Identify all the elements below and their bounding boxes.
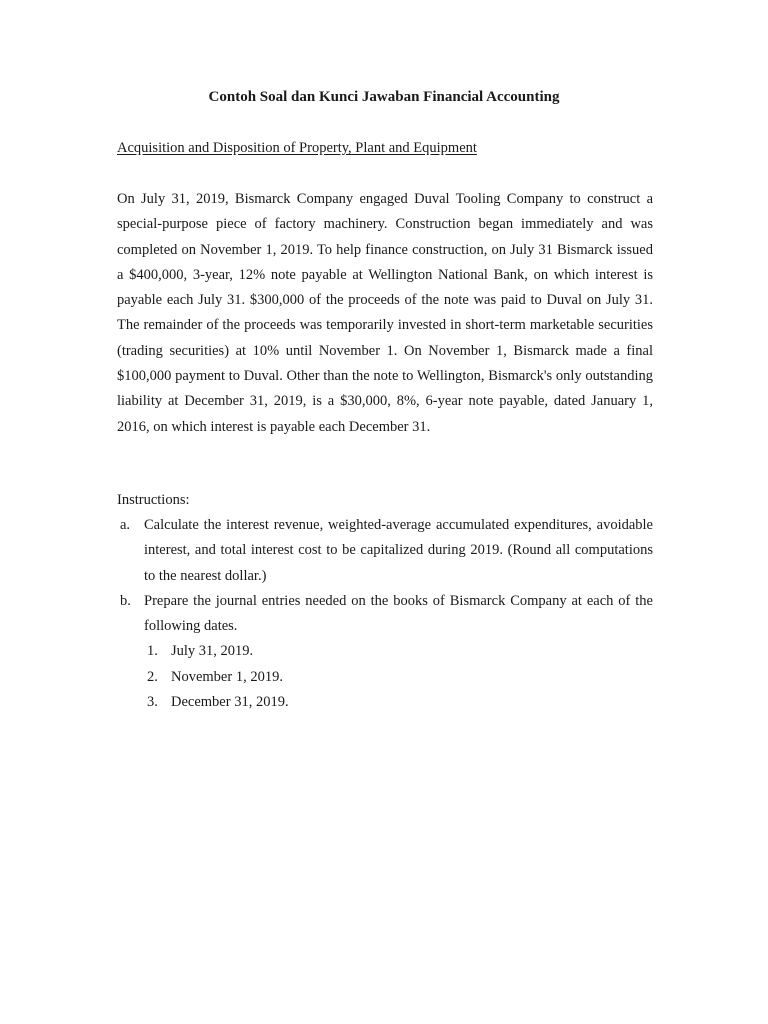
instruction-item-b xyxy=(117,589,653,715)
date-text: July 31, 2019. xyxy=(171,643,254,660)
date-marker: 3. xyxy=(147,694,158,711)
instruction-text: Prepare the journal entries needed on the books of Bismarck Company at each of the following dates. xyxy=(144,592,653,635)
date-text: November 1, 2019. xyxy=(171,668,283,685)
instructions-label: Instructions: xyxy=(117,492,190,508)
document-title: Contoh Soal dan Kunci Jawaban Financial Accounting xyxy=(208,89,560,105)
instruction-text: Calculate the interest revenue, weighted-average accumulated expenditures, avoidable interest, and total interest cost to be capitalized during 2019. (Round all computations to the nearest dollar.) xyxy=(144,517,653,584)
date-item xyxy=(144,639,653,664)
instruction-marker: b. xyxy=(120,592,131,609)
date-text: December 31, 2019. xyxy=(171,694,289,711)
section-heading: Acquisition and Disposition of Property, Plant and Equipment xyxy=(117,140,477,156)
instruction-item-a xyxy=(117,513,653,589)
date-list xyxy=(144,639,653,715)
date-item xyxy=(144,690,653,715)
instructions-list xyxy=(117,513,653,715)
date-marker: 2. xyxy=(147,668,158,685)
date-item xyxy=(144,665,653,690)
date-marker: 1. xyxy=(147,643,158,660)
problem-paragraph: On July 31, 2019, Bismarck Company engaged Duval Tooling Company to construct a special-purpose piece of factory machinery. Construction began immediately and was completed on November 1, 2019. To help finance construction, on July 31 Bismarck issued a $400,000, 3-year, 12% note payable at Wellington National Bank, on which interest is payable each July 31. $300,000 of the proceeds of the note was paid to Duval on July 31. The remainder of the proceeds was temporarily invested in short-term marketable securities (trading securities) at 10% until November 1. On November 1, Bismarck made a final $100,000 payment to Duval. Other than the note to Wellington, Bismarck's only outstanding liability at December 31, 2019, is a $30,000, 8%, 6-year note payable, dated January 1, 2016, on which interest is payable each December 31. xyxy=(117,191,653,435)
instruction-marker: a. xyxy=(120,517,131,533)
